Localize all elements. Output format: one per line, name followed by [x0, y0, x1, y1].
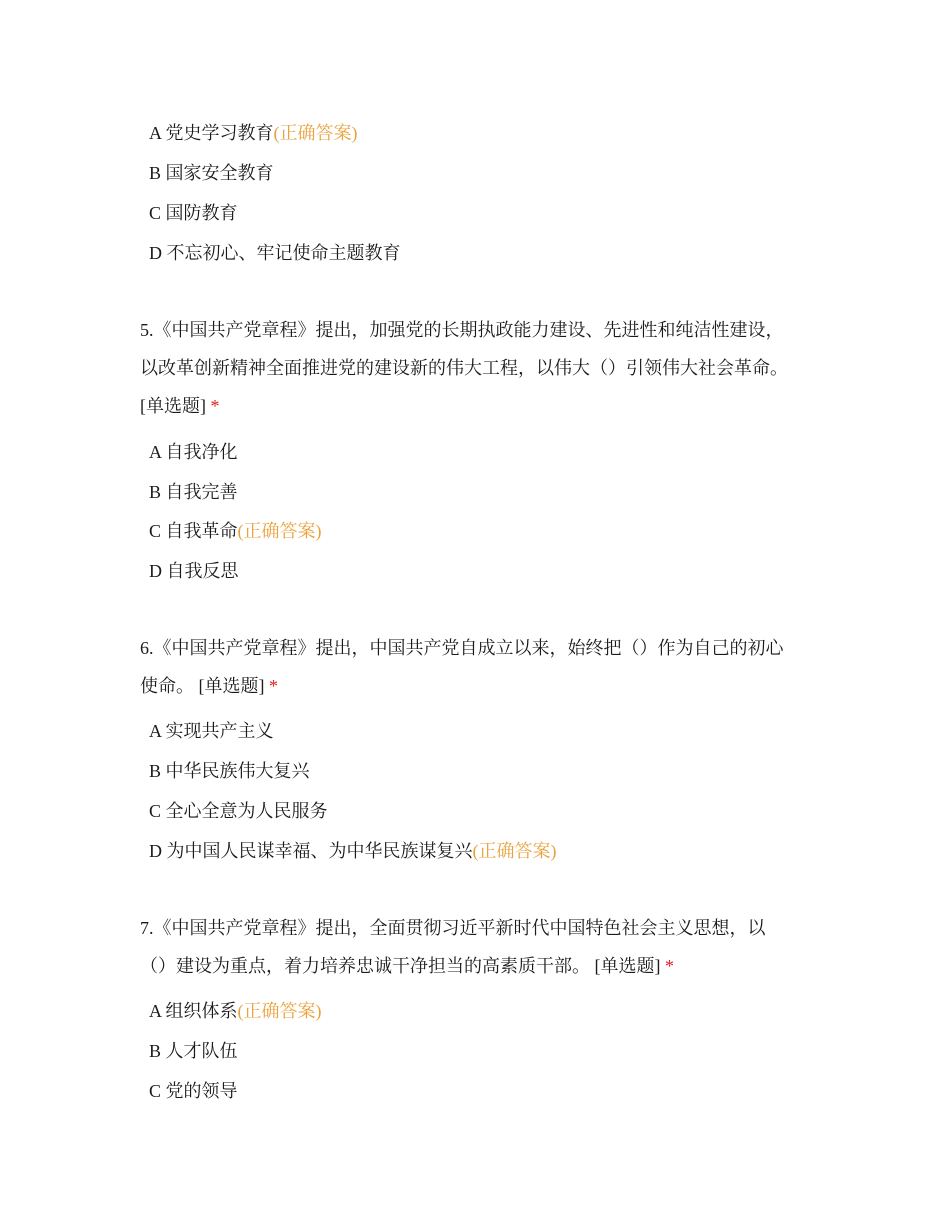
q6-option-d [149, 839, 557, 863]
option-letter: B [149, 761, 162, 781]
option-letter: B [149, 482, 162, 502]
q5-option-d [149, 559, 239, 583]
option-text: 全心全意为人民服务 [165, 801, 328, 821]
option-letter: B [149, 1041, 162, 1061]
q4-option-b [149, 161, 274, 185]
option-text: 自我净化 [165, 442, 238, 462]
question-text-tail: （）建设为重点，着力培养忠诚干净担当的高素质干部。 [140, 956, 590, 976]
q5-option-b [149, 480, 238, 504]
option-letter: A [149, 123, 162, 143]
required-marker: * [665, 956, 674, 976]
correct-answer-marker: (正确答案) [237, 1001, 322, 1021]
question-text-tail: 使命。 [140, 676, 194, 696]
correct-answer-marker: (正确答案) [472, 841, 557, 861]
option-letter: A [149, 1001, 162, 1021]
option-text: 人才队伍 [165, 1041, 238, 1061]
option-text: 自我反思 [166, 561, 239, 581]
option-text: 自我革命 [165, 521, 238, 541]
q6-option-c [149, 799, 328, 823]
q4-option-a [149, 121, 358, 145]
correct-answer-marker: (正确答案) [237, 521, 322, 541]
q6-option-b [149, 759, 310, 783]
q7-text-line2 [140, 954, 674, 978]
option-letter: A [149, 442, 162, 462]
option-letter: C [149, 521, 162, 541]
option-text: 实现共产主义 [165, 721, 274, 741]
required-marker: * [210, 396, 220, 416]
option-letter: D [149, 243, 162, 263]
q5-text-line1: 5.《中国共产党章程》提出，加强党的长期执政能力建设、先进性和纯洁性建设， [140, 320, 784, 340]
option-letter: C [149, 203, 162, 223]
q6-text-line2 [140, 674, 278, 698]
question-type-label: [单选题] [198, 676, 265, 696]
required-marker: * [269, 676, 278, 696]
option-letter: A [149, 721, 162, 741]
option-letter: B [149, 163, 162, 183]
correct-answer-marker: (正确答案) [273, 123, 358, 143]
option-text: 自我完善 [165, 482, 238, 502]
q4-option-c [149, 201, 238, 225]
option-text: 党史学习教育 [165, 123, 274, 143]
q4-option-d [149, 241, 401, 265]
option-letter: C [149, 1081, 162, 1101]
option-text: 不忘初心、牢记使命主题教育 [166, 243, 401, 263]
q7-option-a [149, 999, 322, 1023]
option-text: 国防教育 [165, 203, 238, 223]
q7-text-line1: 7.《中国共产党章程》提出，全面贯彻习近平新时代中国特色社会主义思想，以 [140, 918, 766, 938]
option-text: 组织体系 [165, 1001, 238, 1021]
option-text: 为中国人民谋幸福、为中华民族谋复兴 [166, 841, 473, 861]
q5-option-a [149, 440, 238, 464]
q6-text-line1: 6.《中国共产党章程》提出，中国共产党自成立以来，始终把（）作为自己的初心 [140, 638, 784, 658]
option-letter: C [149, 801, 162, 821]
q6-option-a [149, 719, 274, 743]
q5-type-line [140, 394, 220, 418]
option-text: 中华民族伟大复兴 [165, 761, 310, 781]
q5-text-line2: 以改革创新精神全面推进党的建设新的伟大工程，以伟大（）引领伟大社会革命。 [140, 358, 788, 378]
question-type-label: [单选题] [140, 396, 206, 416]
option-text: 国家安全教育 [165, 163, 274, 183]
option-text: 党的领导 [165, 1081, 238, 1101]
option-letter: D [149, 561, 162, 581]
option-letter: D [149, 841, 162, 861]
question-type-label: [单选题] [594, 956, 661, 976]
q5-option-c [149, 519, 322, 543]
q7-option-b [149, 1039, 238, 1063]
q7-option-c [149, 1079, 238, 1103]
